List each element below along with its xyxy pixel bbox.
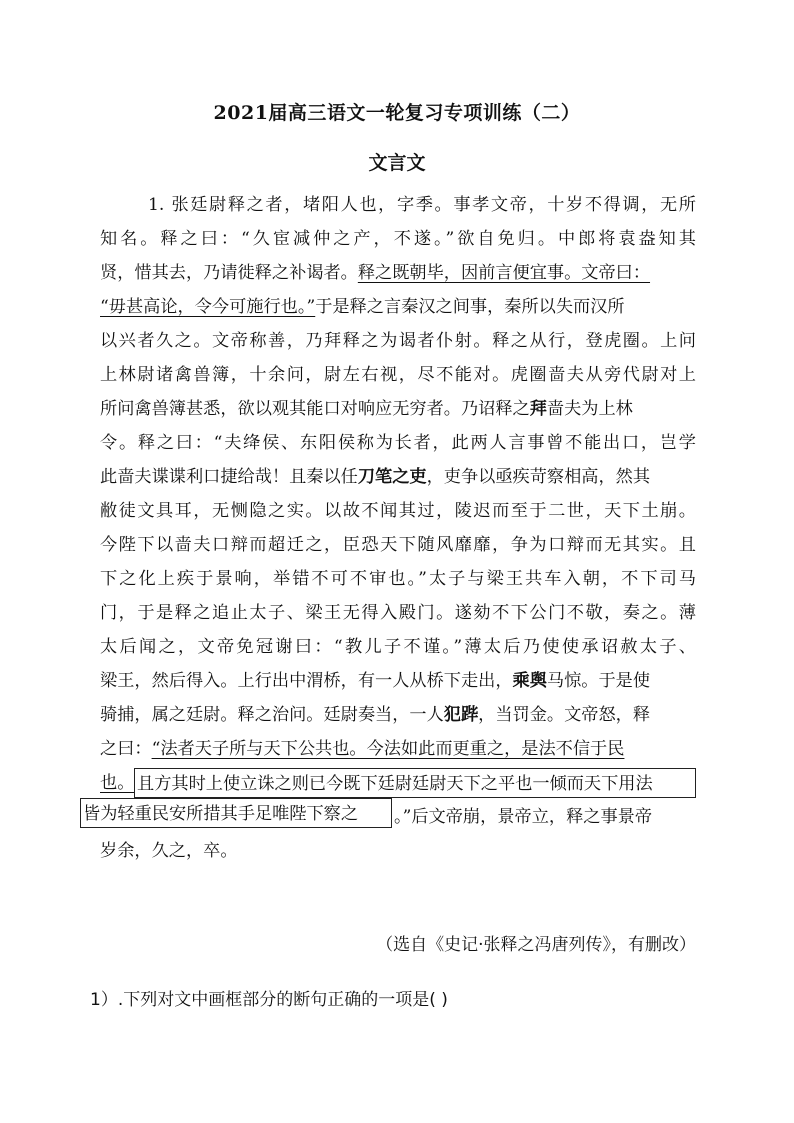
passage-line xyxy=(100,698,650,732)
passage-text: ，吏争以亟疾苛察相高，然其 xyxy=(426,467,651,487)
bold-term: 拜 xyxy=(529,399,547,419)
passage-line xyxy=(100,290,625,324)
underlined-text: 也。 xyxy=(100,773,135,793)
passage-line: 。”后文帝崩，景帝立，释之事景帝 xyxy=(394,807,653,827)
bold-term: 犯跸 xyxy=(443,705,479,725)
passage-line xyxy=(100,256,650,290)
bold-term: 乘舆 xyxy=(512,671,547,691)
passage-line: 上林尉诸禽兽簿，十余问，尉左右视，尽不能对。虎圈啬夫从旁代尉对上 xyxy=(100,365,696,385)
passage-line: 敝徒文具耳，无恻隐之实。以故不闻其过，陵迟而至于二世，天下土崩。 xyxy=(100,501,696,521)
passage-text: 所问禽兽簿甚悉，欲以观其能口对响应无穷者。乃诏释之 xyxy=(100,399,530,419)
framed-passage-line-2: 皆为轻重民安所措其手足唯陛下察之 xyxy=(80,798,392,828)
passage-text: 梁王，然后得入。上行出中渭桥，有一人从桥下走出， xyxy=(100,671,513,691)
underlined-text: “毋甚高论，令今可施行也。” xyxy=(100,297,316,317)
section-subtitle: 文言文 xyxy=(368,152,426,174)
underlined-text: “法者天子所与天下公共也。今法如此而更重之，是法不信于民 xyxy=(151,739,625,759)
passage-line xyxy=(100,460,650,494)
passage-text: 于是释之言秦汉之间事，秦所以失而汉所 xyxy=(315,297,625,317)
passage-text: 啬夫为上林 xyxy=(546,399,633,419)
passage-line xyxy=(100,732,624,766)
underlined-text: 释之既朝毕，因前言便宜事。文帝曰： xyxy=(357,263,651,283)
passage-line xyxy=(100,766,134,800)
question-text: 1）.下列对文中画框部分的断句正确的一项是( ) xyxy=(90,990,448,1010)
passage-line: 岁余，久之，卒。 xyxy=(100,841,238,861)
passage-line: 门，于是释之追止太子、梁王无得入殿门。遂劾不下公门不敬，奏之。薄 xyxy=(100,603,696,623)
passage-text: 之曰： xyxy=(100,739,152,759)
passage-line: 太后闻之，文帝免冠谢曰：“教儿子不谨。”薄太后乃使使承诏赦太子、 xyxy=(100,637,696,657)
passage-line: 今陛下以啬夫口辩而超迁之，臣恐天下随风靡靡，争为口辩而无其实。且 xyxy=(100,535,696,555)
passage-line: 下之化上疾于景响，举错不可不审也。”太子与梁王共车入朝，不下司马 xyxy=(100,569,696,589)
passage-text: 马惊。于是使 xyxy=(546,671,651,691)
passage-line: 以兴者久之。文帝称善，乃拜释之为谒者仆射。释之从行，登虎圈。上问 xyxy=(100,331,696,351)
passage-text: ，当罚金。文帝怒，释 xyxy=(478,705,651,725)
passage-line xyxy=(100,392,633,426)
bold-term: 刀笔之吏 xyxy=(357,467,427,487)
source-citation: （选自《史记·张释之冯唐列传》，有删改） xyxy=(376,935,696,955)
passage-line: 令。释之曰：“夫绛侯、东阳侯称为长者，此两人言事曾不能出口，岂学 xyxy=(100,433,696,453)
passage-text: 骑捕，属之廷尉。释之治问。廷尉奏当，一人 xyxy=(100,705,444,725)
framed-passage-line-1: 且方其时上使立诛之则已今既下廷尉廷尉天下之平也一倾而天下用法 xyxy=(134,768,696,798)
passage-line: 1. 张廷尉释之者，堵阳人也，字季。事孝文帝，十岁不得调，无所 xyxy=(148,195,696,215)
passage-text: 贤，惜其去，乃请徙释之补谒者。 xyxy=(100,263,358,283)
passage-text: 此啬夫谍谍利口捷给哉！且秦以任 xyxy=(100,467,358,487)
passage-line: 知名。释之曰：“久宦减仲之产，不遂。”欲自免归。中郎将袁盎知其 xyxy=(100,229,696,249)
passage-line xyxy=(100,664,650,698)
page-title: 2021届高三语文一轮复习专项训练（二） xyxy=(213,102,581,124)
